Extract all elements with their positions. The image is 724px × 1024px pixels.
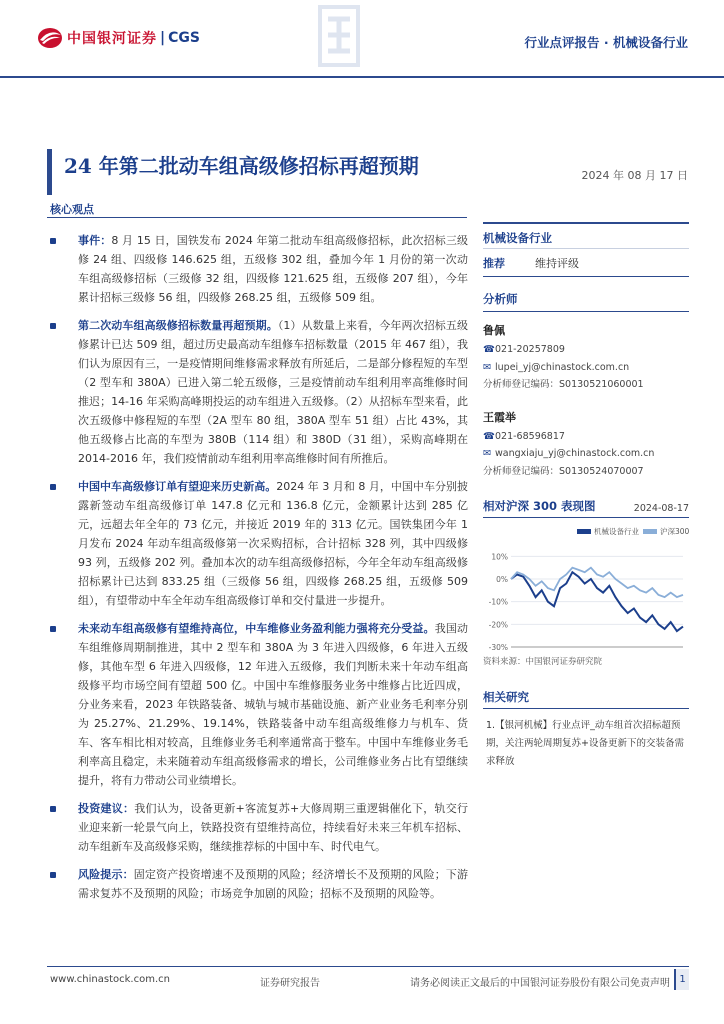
chart-y-tick-label: 10% [491,552,508,562]
chart-legend-swatch [643,529,657,534]
bullet-tender-count [50,316,468,468]
analyst-cert: 分析师登记编码：S0130524070007 [483,465,644,477]
bullet-lead: 中国中车高级修订单有望迎来历史新高。 [78,480,277,493]
chart-y-tick-label: -20% [488,620,508,630]
logo-separator: | [160,30,166,46]
bullet-marker [50,484,56,490]
relative-performance-chart [483,521,689,653]
email-icon: ✉ [483,361,491,373]
chart-legend-label: 机械设备行业 [594,527,639,536]
analyst-card [483,408,689,481]
bullet-text: （1）从数量上来看，今年两次招标五级修累计已达 509 组，超过历史最高动车组修车招标数量（2015 年 467 组），我们认为原因有三，一是疫情期间维修需求释放有所延后，二是部分修程短的车型（2 型车和 380A）已进入第二轮五级修，三是疫情前动车组利用率高维修时间推迟；14-16 年采购高峰期投运的动车组进入五级修。（2）从招标车型来看，此次五级修中修程短的车型（2A 型车 80 组，380A 型车 51 组）占比 43%，其他五级修占比高的车型为 380B（114 组）和 380D（31 组），采购高峰期在 2014-2016 年，我们疫情前动车组利用率高维修时间有所推后。 [78,319,469,465]
bullet-lead: 未来动车组高级修有望维持高位，中车维修业务盈利能力强将充分受益。 [78,622,435,635]
report-title: 24 年第二批动车组高级修招标再超预期 [64,154,419,178]
chart-canvas [483,521,689,653]
bullet-outlook [50,619,468,790]
analyst-email[interactable]: lupei_yj@chinastock.com.cn [495,361,630,373]
rating-row [483,248,689,277]
bullet-text: 8 月 15 日，国铁发布 2024 年第二批动车组高级修招标，此次招标三级修 24 组、四级修 146.625 组，五级修 302 组，叠加今年 1 月份的第一次动车组高级修招标（三级修 32 组，四级修 121.625 组，五级修 207 组），今年累计招标三级修 56 组，四级修 268.25 组，五级修 509 组。 [78,234,468,304]
bullet-lead: 投资建议： [78,802,135,815]
logo-cn-text: 中国银河证券 [67,31,157,47]
bullet-text: 我国动车组维修周期制推进，其中 2 型车和 380A 为 3 年进入四级修，6 年进入五级修，其他车型 6 年进入四级修，12 年进入五级修，我们判断未来十年动车组高级修平均市场空间有望超 500 亿。中国中车维修服务业务中维修占比近四成，分业务来看，2023 年铁路装备、城轨与城市基础设施、新产业业务毛利率分别为 25.27%、21.29%、19.14%，铁路装备中动车组高级维修力与机车、货车、客车相比相对较高，且维修业务毛利率通常高于整车。中国中车维修业务毛利率高且稳定，未来随着动车组高级修需求的增长，公司维修业务占比有望继续提升，将有力带动公司业绩增长。 [78,622,468,787]
email-icon: ✉ [483,448,491,459]
bullet-crrc-orders [50,477,468,610]
analyst-heading: 分析师 [483,291,689,312]
rating-label: 推荐 [483,257,505,270]
analyst-cert: 分析师登记编码：S0130521060001 [483,379,644,390]
page-number: 1 [674,969,689,990]
chart-date: 2024-08-17 [633,503,689,514]
chart-source: 资料来源：中国银河证券研究院 [483,657,603,667]
analyst-phone: 021-20257809 [495,344,565,355]
bullet-marker [50,626,56,632]
main-content [50,231,468,912]
company-logo [37,26,200,50]
industry-name: 机械设备行业 [483,231,552,245]
cgs-watermark-icon [318,5,360,67]
header-divider [0,76,724,78]
footer-url[interactable]: www.chinastock.com.cn [50,974,170,985]
bullet-risk [50,865,468,903]
chart-series-line-hs300 [511,568,683,597]
bullet-marker [50,323,56,329]
title-accent-bar [47,149,52,195]
phone-icon: ☎ [483,430,495,442]
related-item[interactable]: 1.【银河机械】行业点评_动车组首次招标超预期，关注两轮周期复苏+设备更新下的交装备需求释放 [486,720,684,767]
chart-legend-swatch [577,529,591,534]
sidebar [483,222,689,771]
analyst-name: 鲁佩 [483,324,505,337]
core-view-label: 核心观点 [50,203,94,216]
report-type: 行业点评报告 · 机械设备行业 [524,35,688,50]
page-header [0,0,724,78]
bullet-text: 固定资产投资增速不及预期的风险；经济增长不及预期的风险；下游需求复苏不及预期的风险；市场竞争加剧的风险；招标不及预期的风险等。 [78,868,469,900]
logo-en-text: CGS [168,30,200,46]
rating-value: 维持评级 [535,257,579,270]
analyst-card [483,321,689,394]
bullet-text: 2024 年 3 月和 8 月，中国中车分别披露新签动车组高级修订单 147.8 亿元和 136.8 亿元，金额累计达到 285 亿元，远超去年全年的 73 亿元，并接近 2019 年的 313 亿元。国铁集团今年 1 月发布 2024 年动车组高级修第一次采购招标，合计招标 328 列，其中四级修 93 列，五级修 202 列。叠加本次的动车组高级修招标，今年全年动车组高级修招标累计已达到 833.25 组（三级修 56 组，四级修 268.25 组，五级修 509 组），有望带动中车全年动车组高级修订单和交付量进一步提升。 [78,480,468,607]
footer-divider [47,966,689,967]
analyst-email[interactable]: wangxiaju_yj@chinastock.com.cn [495,448,655,459]
analyst-name: 王霞举 [483,410,516,424]
chart-y-tick-label: -30% [488,643,508,652]
core-divider [47,217,467,218]
bullet-marker [50,806,56,812]
chart-header [483,498,689,518]
bullet-marker [50,872,56,878]
footer-center: 证券研究报告 [260,978,320,989]
chart-legend-label: 沪深300 [660,527,689,536]
report-date: 2024 年 08 月 17 日 [581,169,688,182]
bullet-lead: 第二次动车组高级修招标数量再超预期。 [78,319,278,332]
related-heading: 相关研究 [483,689,689,709]
chart-y-tick-label: -10% [488,597,508,607]
bullet-investment [50,799,468,856]
bullet-lead: 事件： [78,234,112,247]
bullet-event [50,231,468,307]
galaxy-logo-icon [37,26,63,50]
chart-title: 相对沪深 300 表现图 [483,499,596,513]
phone-icon: ☎ [483,344,495,355]
bullet-marker [50,238,56,244]
chart-y-tick-label: 0% [496,575,508,584]
bullet-text: 我们认为，设备更新+客流复苏+大修周期三重逻辑催化下，轨交行业迎来新一轮景气向上，铁路投资有望维持高位，持续看好未来三年机车招标、动车组新车及高级修采购，继续推荐标的中国中车、时代电气。 [78,802,469,853]
footer-disclaimer: 请务必阅读正文最后的中国银河证券股份有限公司免责声明 [410,978,670,989]
bullet-lead: 风险提示： [78,868,134,881]
analyst-phone: 021-68596817 [495,430,565,442]
